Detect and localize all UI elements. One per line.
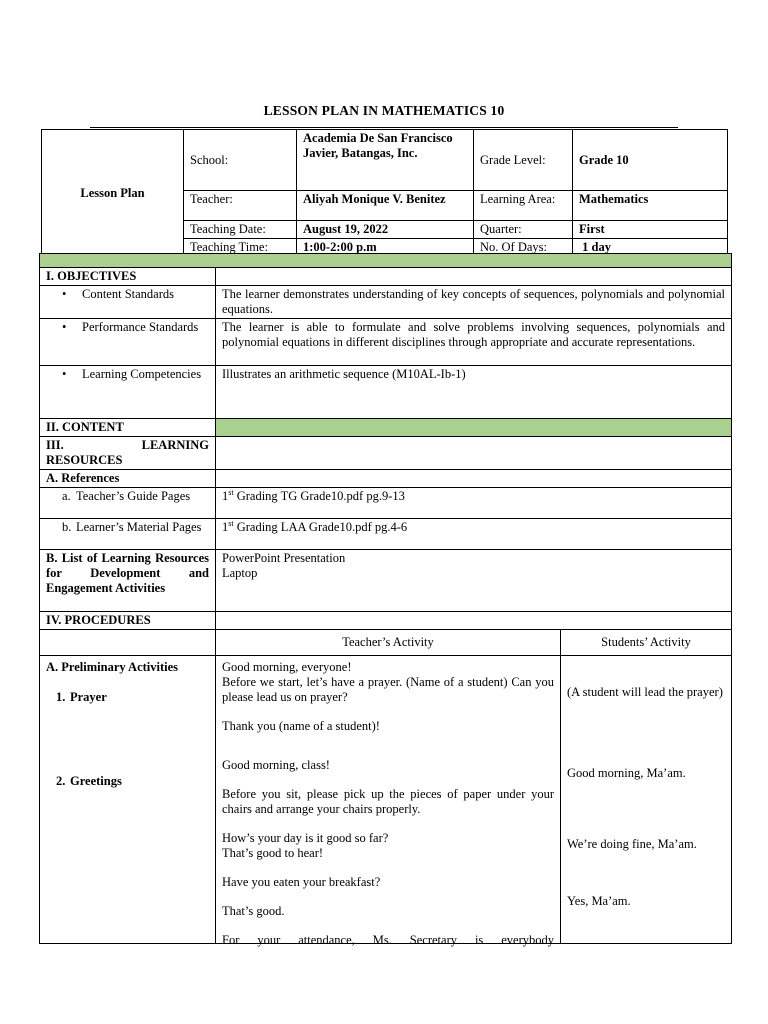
- student-line-2: Good morning, Ma’am.: [567, 766, 686, 780]
- tg-sup: st: [228, 487, 234, 497]
- lm-sup: st: [228, 518, 234, 528]
- teacher-line-9: That’s good.: [222, 904, 285, 918]
- quarter-label: Quarter:: [474, 221, 573, 239]
- lm-label: Learner’s Material Pages: [76, 520, 202, 534]
- content-standards-label: Content Standards: [82, 287, 175, 301]
- students-activity-cell: [561, 656, 732, 944]
- students-activity-header: Students’ Activity: [561, 630, 732, 656]
- teaching-date-label: Teaching Date:: [184, 221, 297, 239]
- teacher-label: Teacher:: [184, 191, 297, 221]
- quarter-value: First: [573, 221, 728, 239]
- green-band: [40, 254, 732, 268]
- content-standards-text: The learner demonstrates understanding of key concepts of sequences, polynomials and polynomial equations.: [216, 286, 732, 319]
- lm-value: Grading LAA Grade10.pdf pg.4-6: [233, 520, 408, 534]
- competencies-text: Illustrates an arithmetic sequence (M10AL-Ib-1): [216, 366, 732, 419]
- procedures-heading: IV. PROCEDURES: [40, 612, 216, 630]
- grade-level-value: Grade 10: [573, 130, 728, 191]
- teacher-line-4: Good morning, class!: [222, 758, 330, 772]
- document-title: LESSON PLAN IN MATHEMATICS 10: [263, 103, 505, 118]
- grade-level-label: Grade Level:: [474, 130, 573, 191]
- teacher-line-8: Have you eaten your breakfast?: [222, 875, 381, 889]
- teaching-time-label: Teaching Time:: [184, 239, 297, 257]
- content-heading: II. CONTENT: [40, 419, 216, 437]
- competencies-label: Learning Competencies: [82, 367, 202, 381]
- references-heading: A. References: [40, 470, 216, 488]
- prayer-number: 1.: [56, 690, 66, 704]
- prayer-label: Prayer: [70, 690, 107, 704]
- learning-area-value: Mathematics: [573, 191, 728, 221]
- tg-value: Grading TG Grade10.pdf pg.9-13: [233, 489, 405, 503]
- student-line-3: We’re doing fine, Ma’am.: [567, 837, 697, 851]
- teaching-time-value: 1:00-2:00 p.m: [297, 239, 474, 257]
- teaching-date-value: August 19, 2022: [297, 221, 474, 239]
- tg-value-num: 1: [222, 489, 229, 503]
- performance-standards-text: The learner is able to formulate and solve problems involving sequences, polynomials and polynomial equations in different disciplines through appropriate and accurate representations.: [216, 319, 732, 366]
- tg-label: Teacher’s Guide Pages: [76, 489, 191, 503]
- resource-laptop: Laptop: [222, 566, 258, 580]
- lm-marker: b.: [62, 520, 72, 534]
- list-of-resources-label: B. List of Learning Resources for Development and Engagement Activities: [40, 550, 216, 612]
- teacher-line-10: For your attendance, Ms. Secretary is everybody: [222, 933, 554, 947]
- procedures-left-cell: [40, 656, 216, 944]
- header-table: [41, 129, 728, 257]
- school-value: Academia De San Francisco Javier, Batangas, Inc.: [297, 130, 474, 191]
- school-label: School:: [184, 130, 297, 191]
- teacher-line-6: How’s your day is it good so far?: [222, 831, 389, 845]
- teacher-activity-cell: [216, 656, 561, 947]
- tg-marker: a.: [62, 489, 71, 503]
- title-underline: [90, 127, 678, 128]
- teacher-line-1: Good morning, everyone!: [222, 660, 352, 674]
- teacher-line-7: That’s good to hear!: [222, 846, 324, 860]
- teacher-line-3: Thank you (name of a student)!: [222, 719, 380, 733]
- resources-heading: III. LEARNING RESOURCES: [40, 437, 216, 470]
- student-line-1: (A student will lead the prayer): [567, 685, 723, 699]
- learning-area-label: Learning Area:: [474, 191, 573, 221]
- teacher-line-2: Before we start, let’s have a prayer. (Name of a student) Can you please lead us on prayer?: [222, 675, 554, 704]
- resource-powerpoint: PowerPoint Presentation: [222, 551, 346, 565]
- lesson-plan-label: Lesson Plan: [42, 130, 184, 257]
- greetings-number: 2.: [56, 774, 66, 788]
- days-value: 1 day: [573, 239, 728, 257]
- teacher-value: Aliyah Monique V. Benitez: [297, 191, 474, 221]
- lm-value-num: 1: [222, 520, 229, 534]
- teacher-line-5: Before you sit, please pick up the pieces of paper under your chairs and arrange your chairs properly.: [222, 787, 554, 816]
- student-line-4: Yes, Ma’am.: [567, 894, 631, 908]
- lesson-table: I. OBJECTIVES • Content Standards The learner demonstrates understanding of key concepts of sequences, polynomials and polynomial equations. • Performance Standards The learner is able to formulate and solve problems involving sequences, polynomials and polynomial equations in different disciplines through appropriate and accurate representations. • Learning Competencies Illustrates an arithmetic sequence (M10AL-Ib-1) II. CONTENT III. LEARNING RESOURCES A. References a. Teacher’s Guide Pages 1st Grading TG Grade10.pdf pg.9-13 b. Learner’s Material Pages 1st Grading LAA Grade10.pdf pg.4-6 B. List of Learning Resources for Development and Engagement Activities PowerPoint Presentation Laptop IV. PROCEDURES Teacher’s Activity Students’ Activity A. Preliminary Activities 1. Prayer 2. Greetings Good morning, everyone! Before we start, let’s have a prayer. (Name of a student) Can you please lead us on prayer? Thank you (name of a student)! Good morning, class! Before you sit, please pick up the pieces of paper under your chairs and arrange your chairs properly. How’s your day is it good so far? That’s good to hear! Have you eaten your breakfast? That’s good. For your attendance, Ms. Secretary is everybody (A student will lead the prayer) Good morning, Ma’am. We’re doing fine, Ma’am. Yes, Ma’am.: [39, 253, 732, 944]
- preliminary-activities: A. Preliminary Activities: [46, 660, 179, 674]
- performance-standards-label: Performance Standards: [82, 320, 199, 334]
- greetings-label: Greetings: [70, 774, 122, 788]
- objectives-heading: I. OBJECTIVES: [40, 268, 216, 286]
- teacher-activity-header: Teacher’s Activity: [216, 630, 561, 656]
- days-label: No. Of Days:: [474, 239, 573, 257]
